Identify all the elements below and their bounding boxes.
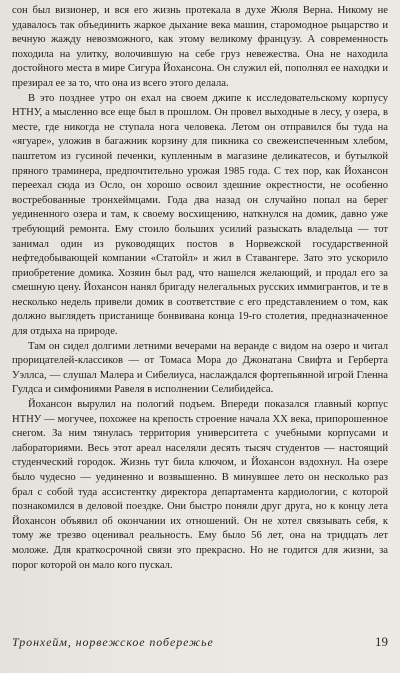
- page-footer: [12, 634, 388, 650]
- body-text: [12, 4, 388, 573]
- paragraph-2: В это позднее утро он ехал на своем джипе к исследовательскому корпусу НТНУ, а мысленно все еще был в прошлом. Он провел выходные в лесу, у озера, в месте, где никогда не ступала нога человека. Летом он отправился бы туда на «ягуаре», уложив в багажник корзину для пикника со свежеиспеченным хлебом, паштетом из гусиной печенки, купленным в магазине деликатесов, и бутылкой пряного траминера, предпочтительно урожая 1985 года. С тех пор, как Йохансон переехал сюда из Осло, он хорошо освоил здешние окрестности, не особенно востребованные тронхеймцами. Года два назад он случайно попал на берег уединенного озера и там, к своему восхищению, наткнулся на домик, давно уже требующий ремонта. Ему стоило больших усилий разыскать владельца — тот занимал один из руководящих постов в Норвежской государственной нефтедобывающей компании «Статойл» и жил в Ставангере. Зато это ускорило приобретение домика. Хозяин был рад, что нашелся желающий, и продал его за смешную цену. Йохансон нанял бригаду нелегальных русских иммигрантов, и те в несколько недель привели домик в соответствие с его представлением о том, как должно выглядеть пристанище бонвивана конца 19-го столетия, предназначенное для отдыха на природе.: [12, 92, 388, 338]
- paragraph-4: Йохансон вырулил на пологий подъем. Впереди показался главный корпус НТНУ — могучее, похожее на крепость строение начала XX века, припорошенное снегом. За ним тянулась территория университета с учебными корпусами и лабораториями. Весь этот ареал населяли десять тысяч студентов — настоящий студенческий городок. Жизнь тут била ключом, и Йохансон вздохнул. На озере было чудесно — уединенно и возвышенно. В минувшее лето он несколько раз брал с собой туда ассистентку директора департамента кардиологии, с которой познакомился в деловой поездке. Они быстро поняли друг друга, но к концу лета Йохансон объявил об окончании их отношений. Он не хотел связывать себя, к тому же трезво оценивал реальность. Ему было 56 лет, она на тридцать лет моложе. Для краткосрочной связи это прекрасно. Но не годится для жизни, за порог которой он мало кого пускал.: [12, 399, 388, 571]
- running-head: Тронхейм, норвежское побережье: [12, 635, 214, 649]
- page-number: 19: [375, 634, 388, 649]
- paragraph-3: Там он сидел долгими летними вечерами на веранде с видом на озеро и читал прорицателей-классиков — от Томаса Мора до Джонатана Свифта и Герберта Уэллса, — слушал Малера и Сибелиуса, наслаждался фортепьянной игрой Гленна Гулдса и симфониями Равеля в исполнении Селибидейса.: [12, 340, 388, 396]
- paragraph-1: сон был визионер, и вся его жизнь протекала в духе Жюля Верна. Никому не удавалось так объединить жаркое дыхание века машин, старомодное рыцарство и вечную жажду невозможного, как этому великому французу. А современность походила на улитку, волочившую на себе груз невежества. Она не находила достойного места в мире Сигура Йохансона. Он служил ей, пополнял ее находки и презирал ее за то, что она из всего этого делала.: [12, 5, 388, 89]
